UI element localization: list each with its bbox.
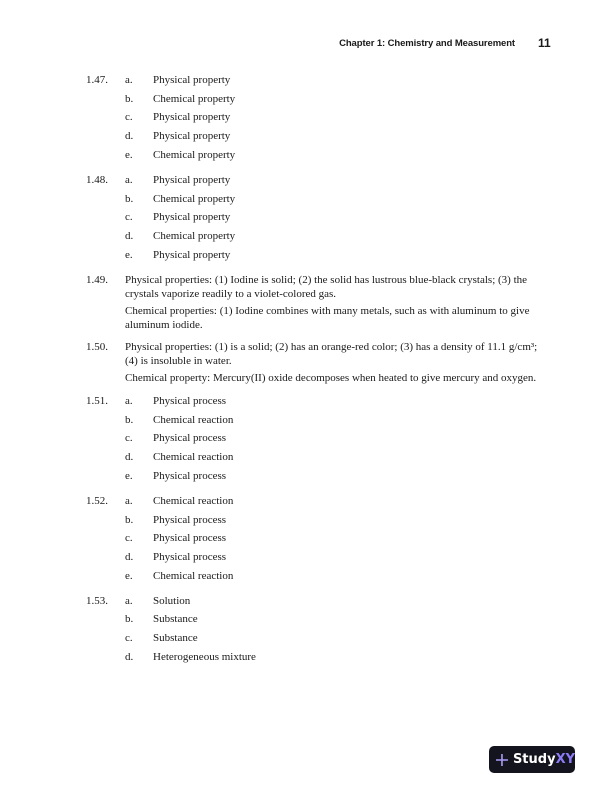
answer-text: Physical process — [153, 469, 227, 482]
answer-row — [86, 90, 546, 109]
page-header — [0, 37, 612, 53]
answer-text: Heterogeneous mixture — [153, 650, 256, 663]
answer-text: Chemical reaction — [153, 450, 234, 463]
answer-letter: c. — [125, 111, 133, 124]
answer-row — [86, 548, 546, 567]
answer-row — [86, 467, 546, 486]
problem-number: 1.52. — [86, 494, 108, 507]
answer-letter: d. — [125, 450, 134, 463]
answer-letter: b. — [125, 92, 134, 105]
answer-letter: b. — [125, 192, 134, 205]
answer-block — [86, 271, 546, 332]
answer-text: Chemical reaction — [153, 413, 234, 426]
answer-paragraph: Chemical property: Mercury(II) oxide decomposes when heated to give mercury and oxygen. — [125, 372, 537, 385]
answer-row — [86, 71, 546, 90]
answer-block — [86, 492, 546, 585]
answer-row — [86, 171, 546, 190]
answer-block — [86, 592, 546, 667]
answer-text: Chemical reaction — [153, 569, 234, 582]
answer-text: Solution — [153, 594, 191, 607]
answer-row — [86, 208, 546, 227]
answer-row — [86, 610, 546, 629]
studyxy-logo — [489, 746, 575, 773]
answer-letter: a. — [125, 494, 133, 507]
problem-number: 1.49. — [86, 273, 108, 286]
answer-row — [86, 629, 546, 648]
answer-letter: c. — [125, 632, 133, 645]
answer-row — [86, 392, 546, 411]
chapter-title: Chapter 1: Chemistry and Measurement — [339, 38, 515, 49]
answer-row — [86, 246, 546, 265]
answer-letter: e. — [125, 569, 133, 582]
answer-text: Chemical property — [153, 192, 236, 205]
answer-row — [86, 511, 546, 530]
answer-row — [86, 108, 546, 127]
problem-number: 1.50. — [86, 341, 108, 354]
answer-letter: e. — [125, 148, 133, 161]
problem-number: 1.51. — [86, 394, 108, 407]
answer-block — [86, 392, 546, 485]
answer-row — [86, 146, 546, 165]
answer-letter: b. — [125, 413, 134, 426]
answer-block — [86, 71, 546, 164]
answer-text: Chemical property — [153, 230, 236, 242]
answer-text: Physical process — [153, 432, 227, 445]
answer-letter: d. — [125, 230, 134, 242]
answer-letter: b. — [125, 613, 134, 626]
answer-letter: d. — [125, 550, 134, 563]
logo-text-accent: XY — [555, 752, 575, 767]
answer-row — [86, 592, 546, 611]
answer-row — [86, 190, 546, 209]
answer-letter: e. — [125, 248, 133, 261]
problem-number: 1.47. — [86, 74, 108, 86]
answer-text: Physical process — [153, 394, 227, 407]
answer-row — [86, 411, 546, 430]
answer-paragraph: Physical properties: (1) is a solid; (2) has an orange-red color; (3) has a density of 11.1 g/cm³; (4) is insoluble in water. — [125, 341, 538, 368]
answer-text: Physical property — [153, 248, 231, 261]
answer-row — [86, 448, 546, 467]
answer-text: Substance — [153, 632, 198, 645]
answer-text: Chemical reaction — [153, 494, 234, 507]
plus-icon — [495, 753, 509, 767]
answer-letter: a. — [125, 394, 133, 407]
answer-letter: c. — [125, 532, 133, 545]
answer-letter: a. — [125, 74, 133, 86]
page-number: 11 — [538, 36, 551, 50]
answer-text: Physical property — [153, 211, 231, 224]
answer-row — [86, 227, 546, 246]
answer-block — [86, 338, 546, 385]
answer-row — [86, 567, 546, 586]
answer-text: Physical process — [153, 532, 227, 545]
answer-row — [86, 648, 546, 667]
answer-block — [86, 171, 546, 264]
answer-letter: b. — [125, 513, 134, 526]
answer-row — [86, 429, 546, 448]
answer-text: Substance — [153, 613, 198, 626]
answer-text: Chemical property — [153, 148, 236, 161]
answer-letter: d. — [125, 130, 134, 143]
logo-text-main: Study — [512, 752, 556, 767]
answer-letter: c. — [125, 211, 133, 224]
answer-list — [86, 71, 546, 673]
answer-letter: d. — [125, 650, 134, 663]
answer-paragraph: Chemical properties: (1) Iodine combines with many metals, such as with aluminum to give aluminum iodide. — [125, 304, 530, 331]
problem-number: 1.48. — [86, 173, 108, 186]
answer-text: Physical property — [153, 111, 231, 124]
answer-row — [86, 492, 546, 511]
answer-letter: a. — [125, 173, 133, 186]
answer-text: Physical property — [153, 130, 231, 143]
answer-row — [86, 529, 546, 548]
answer-letter: c. — [125, 432, 133, 445]
answer-letter: a. — [125, 594, 133, 607]
answer-text: Chemical property — [153, 92, 236, 105]
answer-row — [86, 127, 546, 146]
answer-text: Physical property — [153, 173, 231, 186]
answer-letter: e. — [125, 469, 133, 482]
answer-text: Physical process — [153, 513, 227, 526]
answer-text: Physical process — [153, 550, 227, 563]
answer-paragraph: Physical properties: (1) Iodine is solid; (2) the solid has lustrous blue-black crystals; (3) the crystals vaporize readily to a violet-colored gas. — [125, 273, 528, 300]
problem-number: 1.53. — [86, 594, 108, 607]
answer-text: Physical property — [153, 74, 231, 86]
